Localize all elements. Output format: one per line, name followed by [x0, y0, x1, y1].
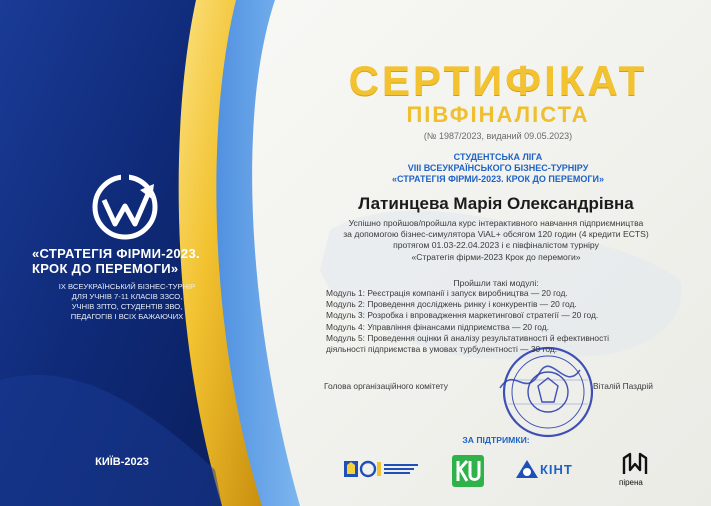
tournament-description: [52, 282, 202, 322]
city-year: КИЇВ-2023: [95, 456, 149, 468]
official-stamp: [504, 348, 592, 436]
pirena-logo-icon: [620, 452, 650, 476]
certificate-title: СЕРТИФІКАТ: [348, 57, 648, 104]
body-line: за допомогою бізнес-симулятора ViAL+ обсягом 120 годин (4 кредити ECTS): [343, 229, 649, 240]
tournament-logo-icon: [88, 170, 162, 244]
tournament-title: [32, 246, 204, 276]
description-line: УЧНІВ ЗПТО, СТУДЕНТІВ ЗВО,: [71, 302, 183, 311]
tournament-title-line2: КРОК ДО ПЕРЕМОГИ»: [32, 261, 179, 276]
signature-name: Віталій Паздрій: [593, 381, 653, 391]
body-line: протягом 01.03-22.04.2023 і є півфіналістом турніру: [393, 240, 599, 251]
module-item: Модуль 4: Управління фінансами підприємства — 20 год.: [326, 321, 549, 332]
certificate-subtitle: ПІВФІНАЛІСТА: [406, 102, 590, 127]
description-line: ДЛЯ УЧНІВ 7-11 КЛАСІВ ЗЗСО,: [71, 292, 183, 301]
league-line: «СТРАТЕГІЯ ФІРМИ-2023. КРОК ДО ПЕРЕМОГИ»: [391, 174, 604, 184]
module-item: Модуль 3: Розробка і впровадження маркетингової стратегії — 20 год.: [326, 310, 599, 321]
recipient-name: Латинцева Марія Олександрівна: [358, 194, 634, 213]
support-label: ЗА ПІДТРИМКИ:: [462, 435, 530, 445]
league-line: СТУДЕНТСЬКА ЛІГА: [453, 152, 543, 162]
ministry-logo-icon: [344, 458, 420, 480]
body-line: Успішно пройшов/пройшла курс інтерактивного навчання підприємництва: [348, 218, 644, 228]
module-item: Модуль 2: Проведення досліджень ринку і конкурентів — 20 год.: [326, 299, 577, 310]
pirena-label: пірена: [619, 478, 643, 487]
tournament-title-line1: «СТРАТЕГІЯ ФІРМИ-2023.: [32, 246, 200, 261]
modules-heading: Пройшли такі модулі:: [453, 278, 539, 288]
signature-role: Голова організаційного комітету: [324, 381, 448, 391]
kint-label: КІНТ: [540, 462, 573, 477]
modules-list: [326, 288, 670, 355]
kint-logo-icon: [514, 458, 540, 480]
league-line: VIII ВСЕУКРАЇНСЬКОГО БІЗНЕС-ТУРНІРУ: [407, 163, 589, 173]
certificate-body: [300, 218, 692, 263]
description-line: ПЕДАГОГІВ І ВСІХ БАЖАЮЧИХ: [70, 312, 184, 321]
module-item: Модуль 1: Реєстрація компанії і запуск виробництва — 20 год.: [326, 288, 568, 298]
ku-logo-icon: [452, 455, 484, 487]
body-line: «Стратегія фірми-2023 Крок до перемоги»: [411, 251, 581, 262]
module-item: Модуль 5: Проведення оцінки й аналізу результативності й ефективності: [326, 332, 609, 343]
description-line: IX ВСЕУКРАЇНСЬКИЙ БІЗНЕС-ТУРНІР: [58, 282, 196, 291]
module-item: діяльності підприємства в умовах турбулентності — 30 год.: [326, 344, 558, 355]
certificate-number: (№ 1987/2023, виданий 09.05.2023): [423, 131, 573, 141]
league-heading: [330, 152, 666, 185]
